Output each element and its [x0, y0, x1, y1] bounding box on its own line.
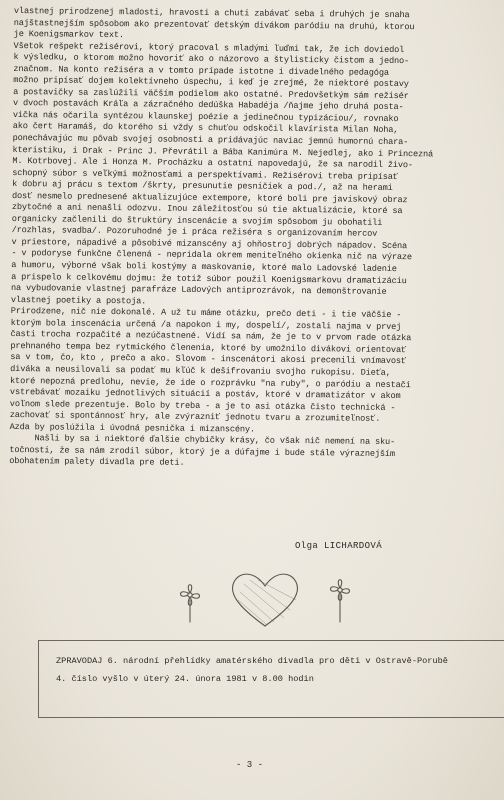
- article-line: voľnom slede prezentuje. Bolo by treba - a je to asi otázka čisto technická -: [9, 398, 396, 413]
- article-line: sa v tom, čo, kto , prečo a ako. Slovom - inscenátori akosi precenili vnímavosť: [10, 352, 406, 367]
- article-line: v dvoch postavách Kráľa a zázračného dedúška Habadéja /ňajme jeho druhá posta-: [12, 98, 404, 113]
- heart-icon: [232, 574, 297, 626]
- article-line: vstrebávať mozaiku jednotlivých situácií a postáv, ktoré v dramatizátor v akom: [9, 387, 401, 402]
- article-line: k výsledku, o ktorom možno hovoriť ako o názorovo a štylisticky čistom a jedno-: [13, 52, 410, 67]
- colophon-line-1: ZPRAVODAJ 6. národní přehlídky amatérského divadla pro děti v Ostravě-Porubě: [56, 656, 448, 666]
- article-line: najštastnejším spôsobom ako prezentovať detským divákom paródiu na druhú, ktorou: [13, 17, 415, 32]
- article-line: dosť nesmelo prednesené aktualizujúce extempore, ktoré boli pre javiskový obraz: [11, 190, 408, 205]
- article-line: Prirodzene, nič nie dokonalé. A už tu máme otázku, prečo deti - i tie väčšie -: [10, 306, 402, 321]
- article-line: k dobru aj prácu s textom /škrty, presunutie pesničiek a pod./, až na herami: [12, 179, 393, 194]
- article-line: schopný súbor s veľkými možnosťami a perspektívami. Režisérovi treba pripísať: [12, 167, 398, 182]
- flower-right-icon: [331, 580, 350, 622]
- article-line: Našli by sa i niektoré ďalšie chybičky krásy, čo však nič nemení na sku-: [9, 433, 396, 448]
- article-line: ktorým bola inscenácia určená /a napokon i my, dospelí/, zostali najma v prvej: [10, 317, 402, 332]
- article-line: vlastnej poetiky a postoja.: [10, 294, 147, 307]
- article-line: a humoru, výborné však boli kostýmy a maskovanie, ktoré malo Ladovské ladenie: [11, 260, 397, 275]
- article-line: diváka a neusilovali sa podať mu kľúč k dešifrovaniu svojho rukopisu. Dieťa,: [10, 363, 391, 378]
- article-line: M. Kotrbovej. Ale i Honza M. Procházku a ostatní napovedajú, že sa narodil živo-: [12, 156, 413, 171]
- article-line: časti trocha rozpačité a nezúčastnené. Vidí sa nám, že je to v prvom rade otázka: [10, 329, 412, 344]
- article-line: zbytočné a ani nenašli odozvu. Inou záležitosťou sú tie aktualizácie, ktoré sa: [11, 202, 403, 217]
- article-line: a postavičky sa zaslúžili väčším podielom ako ostatné. Predovšetkým sám režisér: [13, 86, 409, 101]
- colophon-text: [56, 652, 504, 688]
- article-line: zachovať si spontánnosť hry, ale zvýrazniť jednotu tvaru a zrozumiteľnosť.: [9, 410, 381, 424]
- article-line: vlastnej prirodzenej mladosti, hravosti a chuti zabávať seba i druhých je snaha: [13, 6, 410, 21]
- heart-and-flowers-doodle: [150, 560, 380, 630]
- article-line: vička nás očarila syntézou klaunskej poézie a jedinečnou typizáciou/, rovnako: [12, 109, 399, 124]
- colophon-line-2: 4. číslo vyšlo v úterý 24. února 1981 v 8.00 hodin: [56, 674, 314, 684]
- article-line: ktoré nepozná predlohu, nevie, že ide o rozprávku "na ruby", o paródiu a nestačí: [10, 375, 411, 390]
- article-body: [9, 6, 494, 473]
- article-line: - v podoryse funkčne členená - nepridala okrem meniteľného okienka nič na výraze: [11, 248, 413, 263]
- article-line: kteristiku, i Drak - Princ J. Převrátil a Bába Kanimúra M. Nejedlej, ako i Princezná: [12, 144, 434, 159]
- article-line: /rozhlas, svadba/. Pozoruhodné je i práca režiséra s organizovaním hercov: [11, 225, 378, 240]
- article-line: je Koenigsmarkov text.: [13, 29, 124, 41]
- article-line: ako čert Haramáš, do ktorého si vždy s chuťou odskočil klavírista Milan Noha,: [12, 121, 399, 136]
- article-line: na vybudovanie vlastnej parafráze Ladových antiprozrávok, na demonštrovanie: [10, 283, 387, 298]
- article-line: Všetok rešpekt režisérovi, ktorý pracoval s mladými ľuďmi tak, že ich doviedol: [13, 40, 405, 55]
- article-line: možno pripísať dojem kolektívneho úspechu, i keď je zrejmé, že niektoré postavy: [13, 75, 409, 90]
- article-line: točnosti, že sa nám zrodil súbor, ktorý je a dúfajme i bude stále výraznejším: [9, 444, 395, 459]
- article-line: značnom. Na konto režiséra a v tomto prípade istotne i divadelného pedagóga: [13, 63, 389, 78]
- article-line: obohatením palety divadla pre deti.: [9, 456, 185, 469]
- article-line: organicky začlenili do štruktúry inscenácie a svojím spôsobom ju obohatili: [11, 213, 383, 228]
- article-line: ponechávajúc mu pôvab svojej osobnosti a pridávajúc naviac jemnú humornú chara-: [12, 133, 409, 148]
- article-line: a prispelo k celkovému dojmu: že totiž súbor použil Koenigsmarkovu dramatizáciu: [11, 271, 407, 286]
- author-signature: Olga LICHARDOVÁ: [295, 541, 383, 551]
- page-number: - 3 -: [236, 760, 264, 770]
- article-line: prehnaného tempa bez rytmického členenia, ktoré by umožnilo divákovi orientovať: [10, 340, 407, 355]
- article-line: Azda by poslúžila i úvodná pesnička i mizanscény.: [9, 421, 255, 435]
- article-line: v priestore, nápadivé a pôsobivé mizanscény aj ohňostroj dobrých nápadov. Scéna: [11, 236, 408, 252]
- flower-left-icon: [181, 585, 200, 622]
